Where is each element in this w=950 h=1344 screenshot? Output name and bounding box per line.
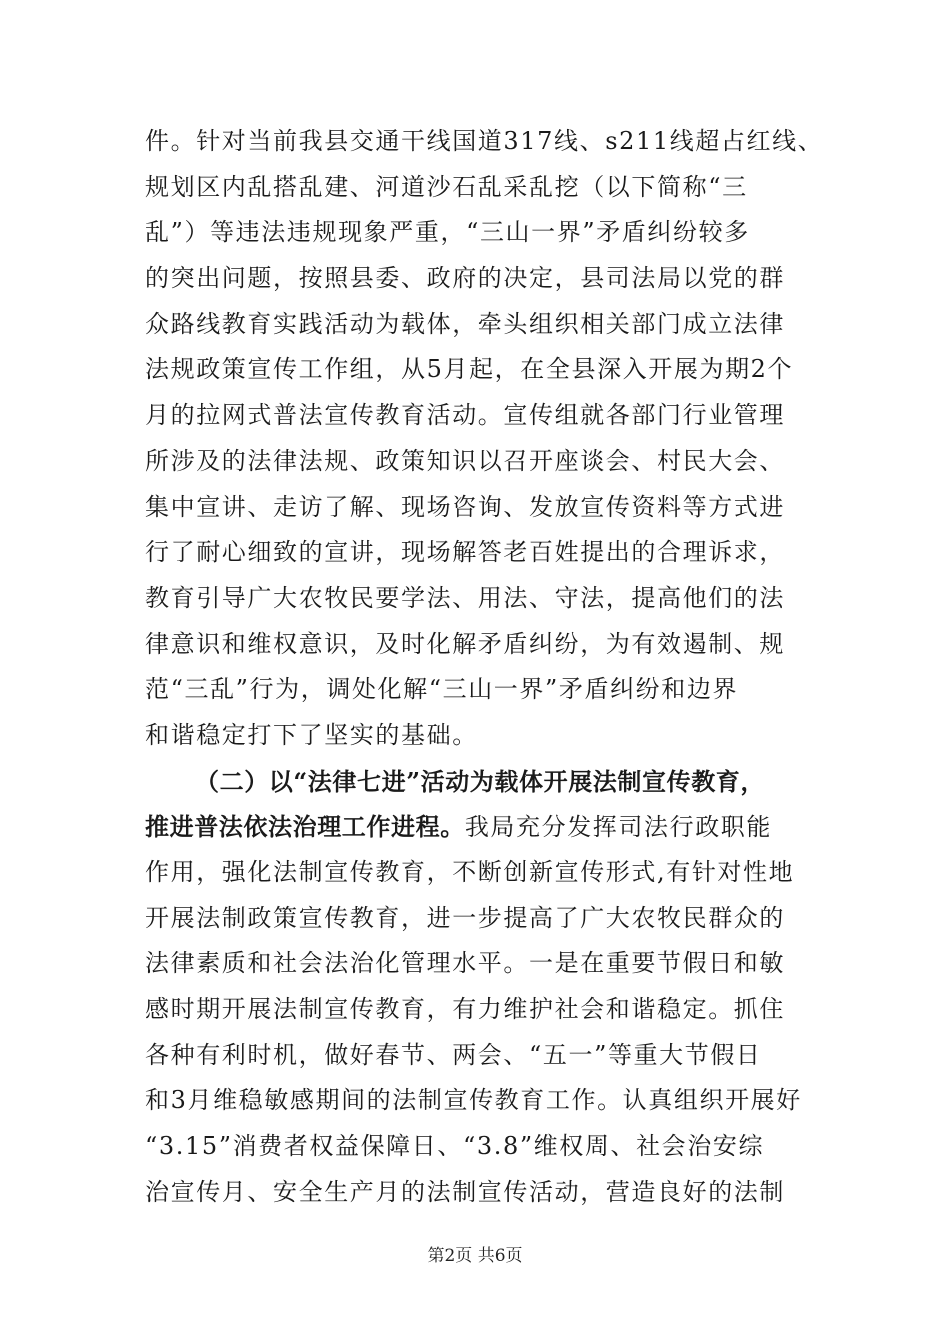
- text-line: 教育引导广大农牧民要学法、用法、守法，提高他们的法: [145, 583, 785, 612]
- text-line: 件。针对当前我县交通干线国道317线、s211线超占红线、: [145, 127, 824, 155]
- section-heading: （二）以“法律七进”活动为载体开展法制宣传教育，: [195, 766, 766, 796]
- section-heading-continuation: [145, 804, 815, 850]
- text-line: 集中宣讲、走访了解、现场咨询、发放宣传资料等方式进: [145, 492, 785, 521]
- text-line: 和3月维稳敏感期间的法制宣传教育工作。认真组织开展好: [145, 1086, 802, 1115]
- text-line: 月的拉网式普法宣传教育活动。宣传组就各部门行业管理: [145, 401, 785, 430]
- text-line: 和谐稳定打下了坚实的基础。: [145, 720, 478, 749]
- text-line: 的突出问题，按照县委、政府的决定，县司法局以党的群: [145, 264, 785, 293]
- page-number-footer: 第2页 共6页: [427, 1246, 523, 1266]
- body-text: [145, 119, 824, 1216]
- text-line: 范“三乱”行为，调处化解“三山一界”矛盾纠纷和边界: [145, 675, 739, 704]
- text-line: 法律素质和社会法治化管理水平。一是在重要节假日和敏: [145, 949, 785, 978]
- text-line: 作用，强化法制宣传教育，不断创新宣传形式,有针对性地: [145, 858, 795, 886]
- text-line: 所涉及的法律法规、政策知识以召开座谈会、村民大会、: [145, 446, 785, 475]
- text-line: 乱”）等违法违规现象严重，“三山一界”矛盾纠纷较多: [145, 218, 750, 247]
- text-line: 各种有利时机，做好春节、两会、“五一”等重大节假日: [145, 1040, 762, 1069]
- text-line: 规划区内乱搭乱建、河道沙石乱采乱挖（以下简称“三: [145, 172, 748, 201]
- text-line: 法规政策宣传工作组，从5月起，在全县深入开展为期2个: [145, 355, 794, 384]
- text-line: “3.15”消费者权益保障日、“3.8”维权周、社会治安综: [145, 1132, 765, 1161]
- section-heading-bold: 推进普法依法治理工作进程。: [145, 812, 465, 842]
- text-line: 治宣传月、安全生产月的法制宣传活动，营造良好的法制: [145, 1177, 785, 1206]
- text-line: 开展法制政策宣传教育，进一步提高了广大农牧民群众的: [145, 903, 785, 932]
- text-line: 感时期开展法制宣传教育，有力维护社会和谐稳定。抓住: [145, 995, 785, 1024]
- text-line-rest: 我局充分发挥司法行政职能: [464, 813, 773, 842]
- text-line: 众路线教育实践活动为载体，牵头组织相关部门成立法律: [145, 309, 785, 338]
- text-line: 行了耐心细致的宣讲，现场解答老百姓提出的合理诉求，: [145, 538, 785, 567]
- text-line: 律意识和维权意识，及时化解矛盾纠纷，为有效遏制、规: [145, 629, 785, 658]
